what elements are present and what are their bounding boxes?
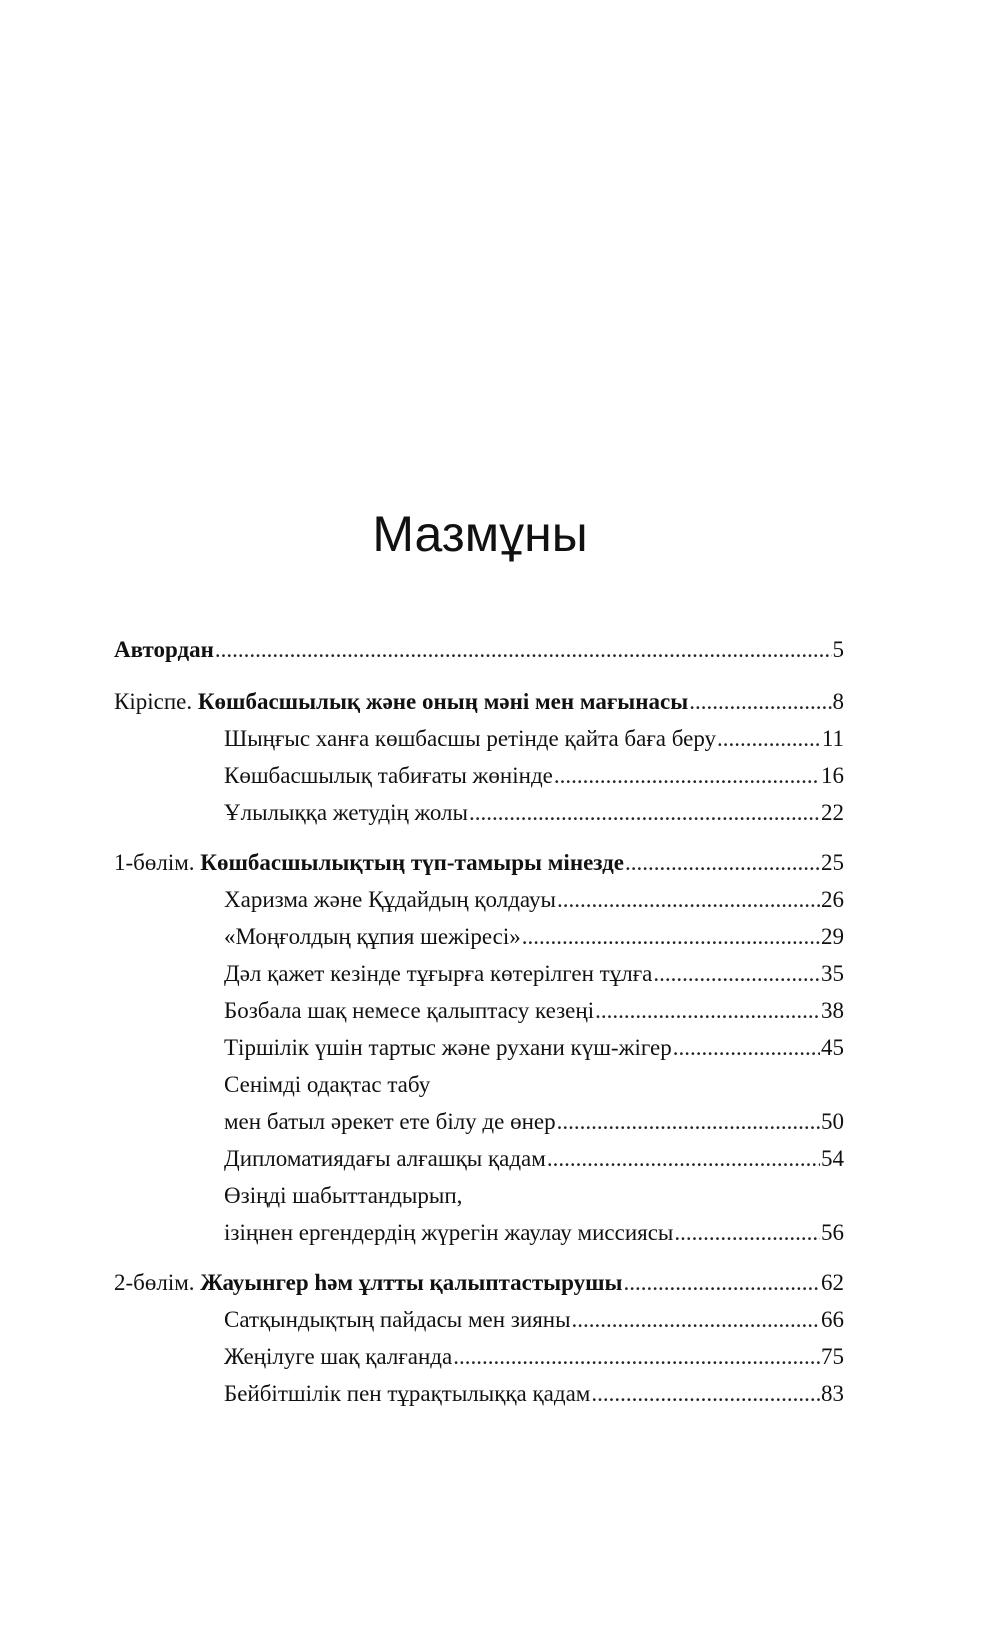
toc-subentry-text: Тіршілік үшін тартыс және рухани күш-жігер <box>224 1035 672 1060</box>
toc-entry-part-2[interactable] <box>114 1267 844 1299</box>
page-title: Мазмұны <box>372 506 588 562</box>
toc-subentry[interactable] <box>224 958 844 990</box>
dot-leader <box>673 1032 820 1064</box>
page-number: 66 <box>821 1307 844 1332</box>
page-number: 16 <box>821 763 844 788</box>
toc-subentry[interactable] <box>224 1304 844 1336</box>
toc-subentry-text: Жеңілуге шақ қалғанда <box>224 1344 453 1369</box>
dot-leader <box>624 1267 821 1299</box>
page-number: 29 <box>821 924 844 949</box>
dot-leader <box>625 847 820 879</box>
toc-subentry-text: «Моңғолдың құпия шежіресі» <box>224 924 521 949</box>
toc-heading: Автордан <box>114 637 214 662</box>
page-number: 22 <box>821 800 844 825</box>
dot-leader <box>595 995 820 1027</box>
toc-subentry-text: Шыңғыс ханға көшбасшы ретінде қайта баға беру <box>224 726 717 751</box>
dot-leader <box>215 634 832 666</box>
toc-subentry-text: Харизма және Құдайдың қолдауы <box>224 887 556 912</box>
toc-subentry-text: Дәл қажет кезінде тұғырға көтерілген тұлға <box>224 961 653 986</box>
toc-subentry-text: Сатқындықтың пайдасы мен зияны <box>224 1307 571 1332</box>
dot-leader <box>717 723 821 755</box>
page-number: 26 <box>821 887 844 912</box>
toc-subentry-line-2[interactable] <box>224 1217 844 1249</box>
toc-subentry-line-2[interactable] <box>224 1106 844 1138</box>
dot-leader <box>689 686 831 718</box>
toc-subentry-text: ізіңнен ергендердің жүрегін жаулау миссиясы <box>224 1220 674 1245</box>
toc-subentry[interactable] <box>224 797 844 829</box>
dot-leader <box>547 1143 820 1175</box>
page-number: 5 <box>832 637 844 662</box>
toc-subentry-text: мен батыл әрекет ете білу де өнер <box>224 1109 556 1134</box>
toc-subentry[interactable] <box>224 1143 844 1175</box>
toc-subentry-text: Бейбітшілік пен тұрақтылыққа қадам <box>224 1381 591 1406</box>
page-number: 38 <box>821 998 844 1023</box>
toc-heading: Көшбасшылық және оның мәні мен мағынасы <box>197 689 689 714</box>
dot-leader <box>653 958 820 990</box>
dot-leader <box>591 1378 820 1410</box>
toc-subentry-line-1[interactable] <box>224 1069 844 1101</box>
page-number: 45 <box>821 1035 844 1060</box>
toc-subentry-text: Өзіңді шабыттандырып, <box>224 1183 463 1208</box>
toc-prefix: 2-бөлім. <box>114 1270 201 1295</box>
page-number: 35 <box>821 961 844 986</box>
toc-heading: Көшбасшылықтың түп-тамыры мінезде <box>200 850 624 875</box>
page-number: 11 <box>821 726 844 751</box>
toc-prefix: Кіріспе. <box>114 689 198 714</box>
toc-subentry[interactable] <box>224 1341 844 1373</box>
page-number: 75 <box>821 1344 844 1369</box>
page-number: 8 <box>832 689 844 714</box>
dot-leader <box>554 760 820 792</box>
toc-entry-avtordan[interactable] <box>114 634 844 666</box>
toc-prefix: 1-бөлім. <box>114 850 201 875</box>
dot-leader <box>522 921 820 953</box>
toc-entry-part-1[interactable] <box>114 847 844 879</box>
dot-leader <box>469 797 820 829</box>
toc-subentry-text: Дипломатиядағы алғашқы қадам <box>224 1146 546 1171</box>
toc-subentry-text: Бозбала шақ немесе қалыптасу кезеңі <box>224 998 595 1023</box>
dot-leader <box>557 884 820 916</box>
page-number: 56 <box>821 1220 844 1245</box>
toc-subentry-line-1[interactable] <box>224 1180 844 1212</box>
toc-subentry-text: Сенімді одақтас табу <box>224 1072 431 1097</box>
toc-subentry[interactable] <box>224 884 844 916</box>
toc-subentry[interactable] <box>224 723 844 755</box>
dot-leader <box>572 1304 820 1336</box>
page-number: 25 <box>821 850 844 875</box>
page-number: 83 <box>821 1381 844 1406</box>
dot-leader <box>557 1106 820 1138</box>
page-number: 50 <box>821 1109 844 1134</box>
page-number: 62 <box>821 1270 844 1295</box>
toc-subentry[interactable] <box>224 1378 844 1410</box>
toc-entry-kirispe[interactable] <box>114 686 844 718</box>
page-number: 54 <box>821 1146 844 1171</box>
toc-heading: Жауынгер һәм ұлтты қалыптастырушы <box>200 1270 623 1295</box>
dot-leader <box>674 1217 820 1249</box>
toc-subentry-text: Ұлылыққа жетудің жолы <box>224 800 468 825</box>
toc-subentry[interactable] <box>224 921 844 953</box>
dot-leader <box>453 1341 820 1373</box>
toc-subentry-text: Көшбасшылық табиғаты жөнінде <box>224 763 553 788</box>
toc-subentry[interactable] <box>224 1032 844 1064</box>
toc-subentry[interactable] <box>224 760 844 792</box>
toc-subentry[interactable] <box>224 995 844 1027</box>
